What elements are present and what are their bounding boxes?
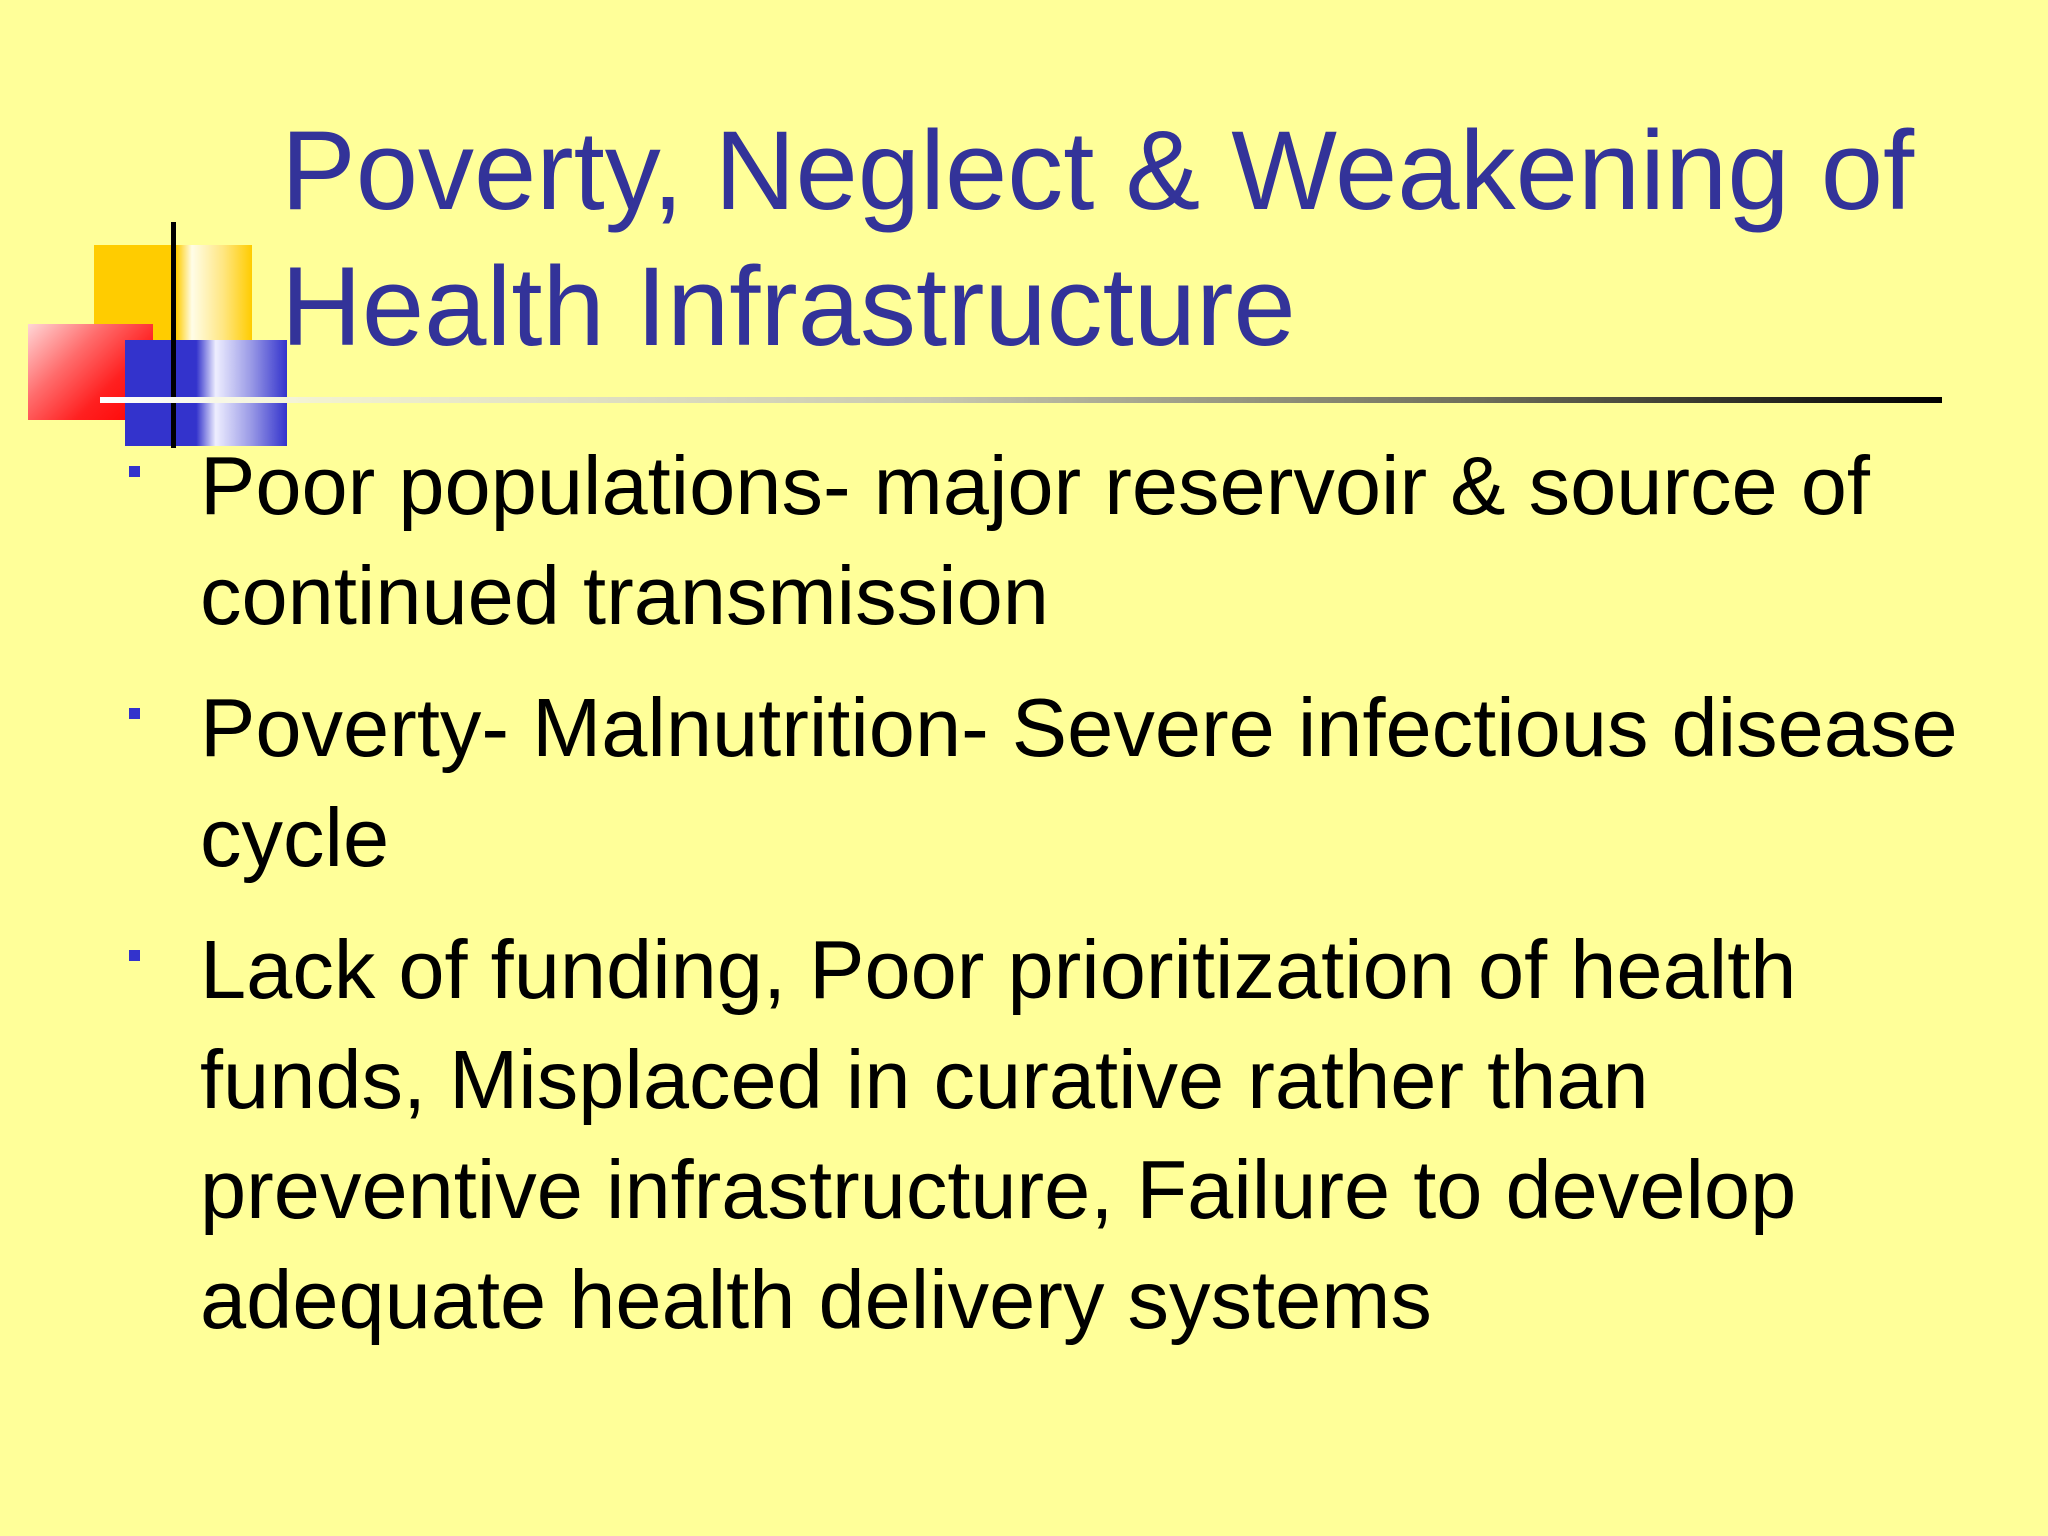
square-bullet-icon xyxy=(129,466,140,477)
bullet-item xyxy=(120,915,2020,1355)
bullet-text: Poor populations- major reservoir & source of continued transmission xyxy=(200,439,1870,642)
bullet-list xyxy=(120,431,2020,1377)
slide-title: Poverty, Neglect & Weakening of Health Infrastructure xyxy=(281,108,1915,369)
square-bullet-icon xyxy=(129,708,140,719)
bullet-item xyxy=(120,431,2020,651)
bullet-text: Lack of funding, Poor prioritization of health funds, Misplaced in curative rather than preventive infrastructure, Failure to develop adequate health delivery systems xyxy=(200,923,1797,1346)
square-bullet-icon xyxy=(129,950,140,961)
decorative-vertical-line xyxy=(171,222,176,448)
title-underline xyxy=(100,397,1942,403)
bullet-text: Poverty- Malnutrition- Severe infectious disease cycle xyxy=(200,681,1958,884)
bullet-item xyxy=(120,673,2020,893)
